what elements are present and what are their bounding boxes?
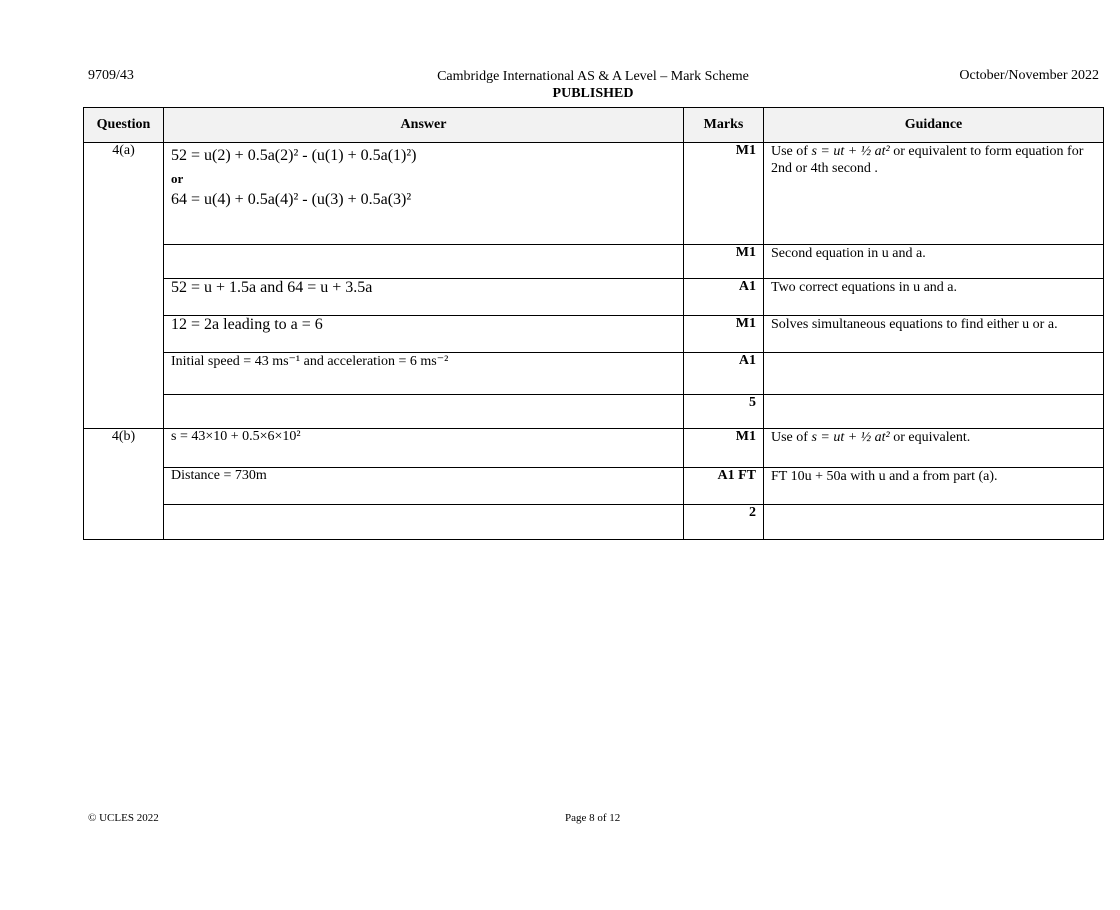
answer-cell bbox=[164, 395, 684, 429]
table-row bbox=[84, 395, 1104, 429]
exam-session: October/November 2022 bbox=[959, 68, 1099, 83]
total-marks-4b: 2 bbox=[684, 505, 764, 540]
guidance-cell bbox=[764, 429, 1104, 468]
document-title bbox=[0, 68, 1120, 102]
table-row bbox=[84, 468, 1104, 505]
col-header-question: Question bbox=[84, 108, 164, 143]
guidance-text: or equivalent. bbox=[889, 430, 971, 445]
answer-cell: 12 = 2a leading to a = 6 bbox=[164, 316, 684, 353]
guidance-cell: Solves simultaneous equations to find either u or a. bbox=[764, 316, 1104, 353]
copyright: © UCLES 2022 bbox=[88, 812, 159, 824]
mark-cell: M1 bbox=[684, 143, 764, 245]
col-header-answer: Answer bbox=[164, 108, 684, 143]
answer-cell bbox=[164, 143, 684, 245]
guidance-cell: Second equation in u and a. bbox=[764, 245, 1104, 279]
guidance-cell bbox=[764, 505, 1104, 540]
answer-cell: Initial speed = 43 ms⁻¹ and acceleration = 6 ms⁻² bbox=[164, 353, 684, 395]
guidance-cell bbox=[764, 353, 1104, 395]
equation-1: 52 = u(2) + 0.5a(2)² - (u(1) + 0.5a(1)²) bbox=[171, 147, 417, 164]
question-label-4b: 4(b) bbox=[84, 429, 164, 540]
total-marks-4a: 5 bbox=[684, 395, 764, 429]
answer-cell: s = 43×10 + 0.5×6×10² bbox=[164, 429, 684, 468]
answer-cell bbox=[164, 505, 684, 540]
table-header-row bbox=[84, 108, 1104, 143]
suvat-formula: s = ut + ½ at² bbox=[811, 430, 890, 445]
answer-cell: Distance = 730m bbox=[164, 468, 684, 505]
question-label-4a: 4(a) bbox=[84, 143, 164, 429]
guidance-cell: FT 10u + 50a with u and a from part (a). bbox=[764, 468, 1104, 505]
or-label: or bbox=[171, 171, 184, 186]
table-row bbox=[84, 429, 1104, 468]
page-number: Page 8 of 12 bbox=[565, 812, 621, 824]
paper-code: 9709/43 bbox=[88, 68, 134, 83]
mark-cell: M1 bbox=[684, 316, 764, 353]
published-label: PUBLISHED bbox=[552, 86, 634, 101]
answer-cell bbox=[164, 245, 684, 279]
guidance-cell bbox=[764, 395, 1104, 429]
title-text: Cambridge International AS & A Level – Mark Scheme bbox=[437, 69, 749, 84]
mark-cell: M1 bbox=[684, 429, 764, 468]
col-header-guidance: Guidance bbox=[764, 108, 1104, 143]
guidance-text: or equivalent to form equation for 2nd or 4th second . bbox=[771, 144, 1084, 176]
mark-cell: A1 FT bbox=[684, 468, 764, 505]
table-row bbox=[84, 143, 1104, 245]
guidance-text: Use of bbox=[771, 144, 812, 159]
guidance-cell: Two correct equations in u and a. bbox=[764, 279, 1104, 316]
answer-cell: 52 = u + 1.5a and 64 = u + 3.5a bbox=[164, 279, 684, 316]
mark-scheme-table bbox=[83, 107, 1104, 540]
col-header-marks: Marks bbox=[684, 108, 764, 143]
table-row bbox=[84, 279, 1104, 316]
mark-cell: M1 bbox=[684, 245, 764, 279]
suvat-formula: s = ut + ½ at² bbox=[811, 144, 890, 159]
table-row bbox=[84, 245, 1104, 279]
mark-cell: A1 bbox=[684, 279, 764, 316]
guidance-cell bbox=[764, 143, 1104, 245]
table-row bbox=[84, 353, 1104, 395]
equation-2: 64 = u(4) + 0.5a(4)² - (u(3) + 0.5a(3)² bbox=[171, 191, 412, 208]
table-row bbox=[84, 505, 1104, 540]
mark-cell: A1 bbox=[684, 353, 764, 395]
table-row bbox=[84, 316, 1104, 353]
guidance-text: Use of bbox=[771, 430, 812, 445]
